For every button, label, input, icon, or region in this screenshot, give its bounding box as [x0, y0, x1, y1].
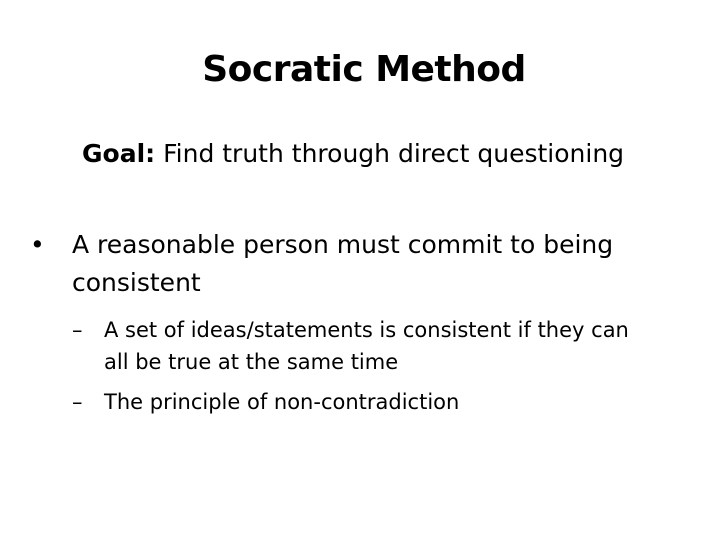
sub-bullet-text	[104, 386, 704, 418]
sub-bullet-text-line-1: The principle of non-contradiction	[104, 390, 460, 414]
bullet-marker: •	[30, 230, 45, 259]
goal-label: Goal:	[82, 139, 156, 168]
goal-text: Find truth through direct questioning	[155, 139, 625, 168]
sub-bullet-marker: –	[72, 390, 83, 414]
sub-bullet-text	[104, 314, 704, 378]
bullet-text-line-2: consistent	[72, 268, 201, 297]
goal-line	[82, 134, 624, 174]
bullet-text	[72, 226, 692, 302]
sub-bullet-text-line-2: all be true at the same time	[104, 350, 399, 374]
slide-title: Socratic Method	[202, 49, 526, 90]
sub-bullet-text-line-1: A set of ideas/statements is consistent if they can	[104, 318, 629, 342]
sub-bullet-marker: –	[72, 318, 83, 342]
bullet-text-line-1: A reasonable person must commit to being	[72, 230, 614, 259]
